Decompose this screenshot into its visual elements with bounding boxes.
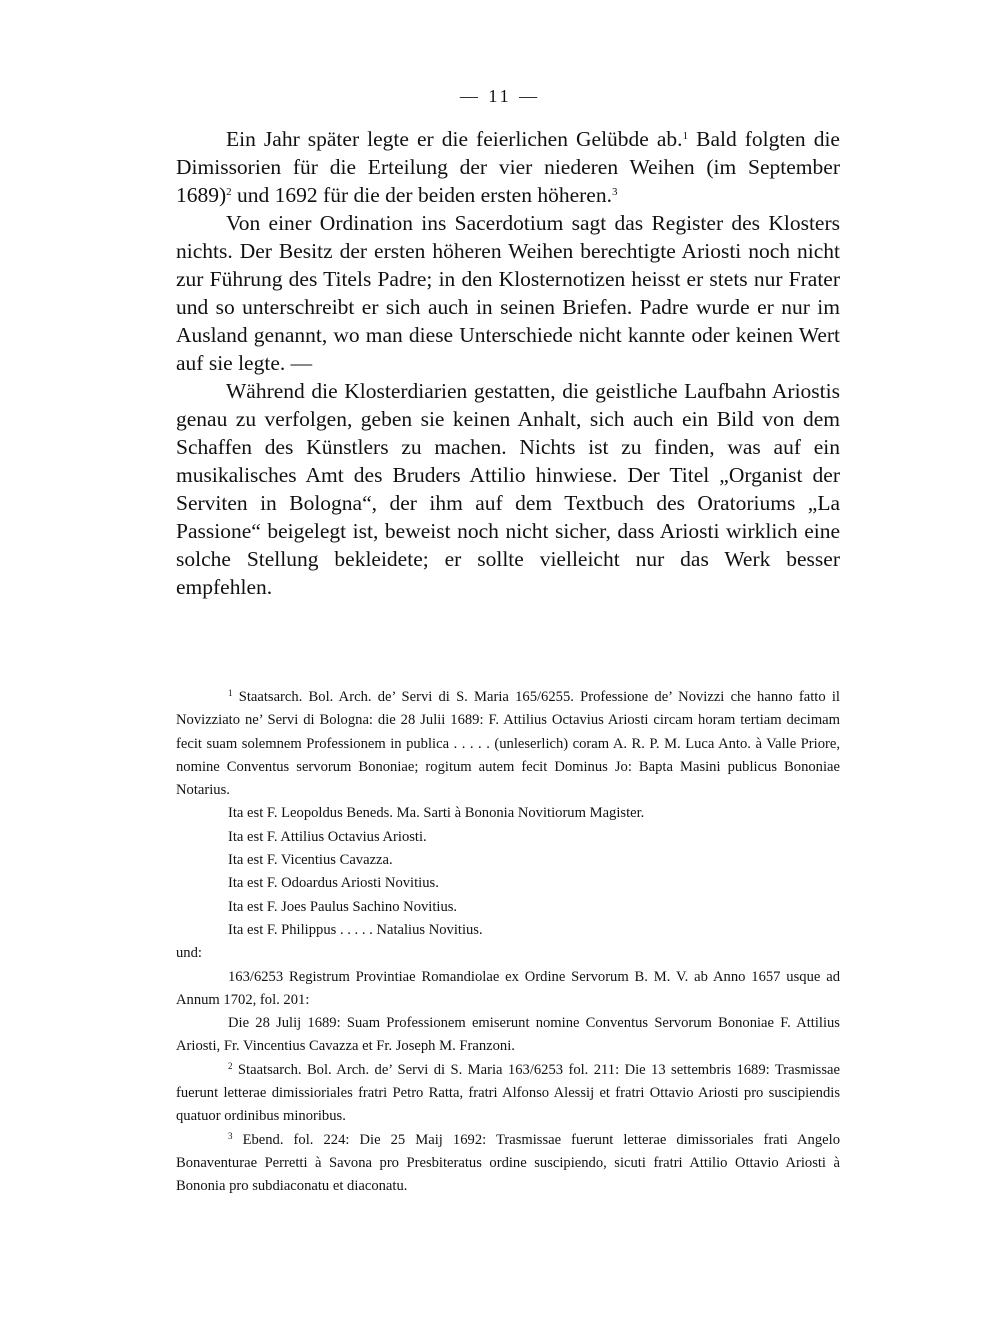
signature-line: Ita est F. Attilius Octavius Ariosti. [228,828,427,845]
paragraph-1-part-1: Ein Jahr später legte er die feierlichen Gelübde ab. [226,127,683,151]
footnote-ref-2: 2 [226,186,232,198]
footnote-ref-3: 3 [611,186,618,198]
footnote-1-registrum: 163/6253 Registrum Provintiae Romandiolae ex Ordine Servorum B. M. V. ab Anno 1657 usque ad Annum 1702, fol. 201: [176,968,840,1008]
paragraph-2: Von einer Ordination ins Sacerdotium sagt das Register des Klosters nichts. Der Besitz der ersten höheren Weihen berechtigte Ariosti noch nicht zur Führung des Titels Padre; in den Klosternotizen heisst er stets nur Frater und so unterschreibt er sich auch in seinen Briefen. Padre wurde er nur im Ausland genannt, wo man diese Unterschiede nicht kannte oder keinen Wert auf sie legte. — [176,211,840,375]
footnote-2-mark: 2 [228,1060,233,1071]
signature-line: Ita est F. Leopoldus Beneds. Ma. Sarti à Bononia Novitiorum Magister. [228,805,645,822]
footnote-1 [176,686,840,802]
footnote-3-mark: 3 [228,1130,233,1141]
page-number: — 11 — [459,86,541,106]
footnote-1-entry: Die 28 Julij 1689: Suam Professionem emiserunt nomine Conventus Servorum Bononiae F. Attilius Ariosti, Fr. Vincentius Cavazza et Fr. Joseph M. Franzoni. [176,1015,840,1055]
footnote-1-text: Staatsarch. Bol. Arch. de’ Servi di S. Maria 165/6255. Professione de’ Novizzi che hanno fatto il Novizziato ne’ Servi di Bologna: die 28 Julii 1689: F. Attilius Octavius Ariosti circam horam tertiam decimam fecit suam solemnem Professionem in publica . . . . . (unleserlich) coram A. R. P. M. Luca Anto. à Valle Priore, nomine Conventus servorum Bononiae; rogitum autem fecit Dominus Jo: Bapta Masini publicus Bononiae Notarius. [176,689,840,799]
signature-line: Ita est F. Joes Paulus Sachino Novitius. [228,898,458,915]
main-text [176,125,840,601]
footnote-2 [176,1059,840,1129]
signature-line: Ita est F. Vicentius Cavazza. [228,852,393,869]
signature-line: Ita est F. Odoardus Ariosti Novitius. [228,875,439,892]
footnote-3 [176,1129,840,1199]
footnote-ref-1: 1 [682,130,689,142]
paragraph-1 [176,125,840,209]
footnote-3-text: Ebend. fol. 224: Die 25 Maij 1692: Trasmissae fuerunt letterae dimissoriales frati Angelo Bonaventurae Perretti à Savona pro Presbiteratus ordine suscipiendo, sicuti fratri Attilio Ottavio Ariosti à Bononia pro subdiaconatu et diaconatu. [176,1131,840,1195]
paragraph-3: Während die Klosterdiarien gestatten, die geistliche Laufbahn Ariostis genau zu verfolgen, geben sie keinen Anhalt, sich auch ein Bild von dem Schaffen des Künstlers zu machen. Nichts ist zu finden, was auf ein musikalisches Amt des Bruders Attilio hinwiese. Der Titel „Organist der Serviten in Bologna“, der ihm auf dem Textbuch des Oratoriums „La Passione“ beigelegt ist, beweist noch nicht sicher, dass Ariosti wirklich eine solche Stellung bekleidete; er sollte vielleicht nur das Werk besser empfehlen. [176,379,840,599]
footnotes [176,686,840,1199]
paragraph-1-part-2: Bald folgten die Dimissorien für die Erteilung der vier niederen Weihen (im September 1689) [176,127,840,207]
paragraph-1-part-3: und 1692 für die der beiden ersten höheren. [231,183,612,207]
signature-line: Ita est F. Philippus . . . . . Natalius Novitius. [228,921,483,938]
footnote-2-text: Staatsarch. Bol. Arch. de’ Servi di S. Maria 163/6253 fol. 211: Die 13 settembris 1689: Trasmissae fuerunt letterae dimissioriales fratri Petro Ratta, fratri Alfonso Alessij et fratri Ottavio Ariosti pro suscipiendis quatuor ordinibus minoribus. [176,1061,840,1125]
footnote-1-und: und: [176,945,202,962]
footnote-1-mark: 1 [228,688,233,698]
